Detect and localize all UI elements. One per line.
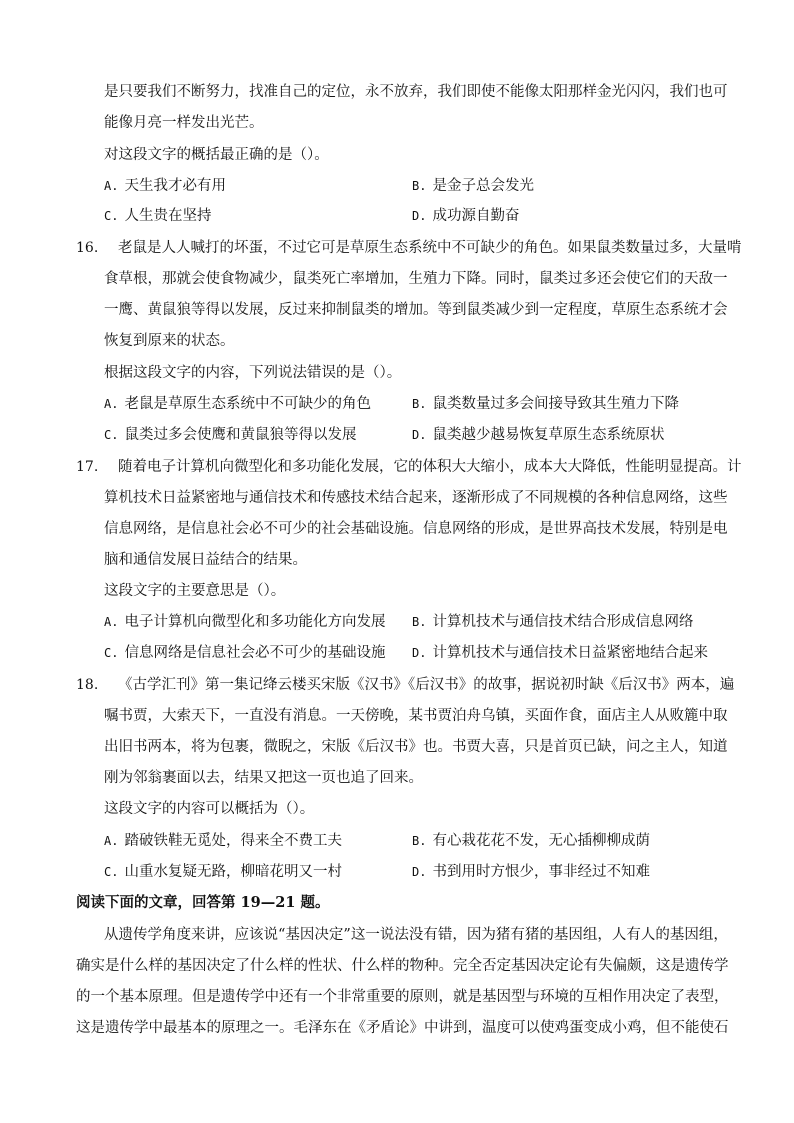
question-line: 出旧书两本，将为包裹，微睨之，宋版《后汉书》也。书贾大喜，只是首页已缺，问之主人，知道 [104, 739, 728, 755]
question-line: 《古学汇刊》第一集记绛云楼买宋版《汉书》《后汉书》的故事，据说初时缺《后汉书》两本，遍 [118, 677, 735, 693]
q18-option-b: B. 有心栽花花不发，无心插柳柳成荫 [412, 833, 650, 849]
intro-line-1: 是只要我们不断努力，找准自己的定位，永不放弃，我们即使不能像太阳那样金光闪闪，我们也可 [104, 84, 728, 100]
q16-option-a: A. 老鼠是草原生态系统中不可缺少的角色 [104, 396, 371, 412]
q16-option-c: C. 鼠类过多会使鹰和黄鼠狼等得以发展 [104, 427, 357, 443]
question-line: 一鹰、黄鼠狼等得以发展，反过来抑制鼠类的增加。等到鼠类减少到一定程度，草原生态系统才会 [104, 302, 728, 318]
q17-option-d: D. 计算机技术与通信技术日益紧密地结合起来 [412, 645, 708, 661]
question-line: 信息网络，是信息社会必不可少的社会基础设施。信息网络的形成，是世界高技术发展，特别是电 [104, 521, 728, 537]
q16-option-d: D. 鼠类越少越易恢复草原生态系统原状 [412, 427, 665, 443]
question-line: 老鼠是人人喊打的坏蛋，不过它可是草原生态系统中不可缺少的角色。如果鼠类数量过多，大量啃 [118, 240, 742, 256]
intro-option-a: A. 天生我才必有用 [104, 178, 226, 194]
question-line: 脑和通信发展日益结合的结果。 [104, 552, 307, 568]
q18-option-a: A. 踏破铁鞋无觅处，得来全不费工夫 [104, 833, 342, 849]
question-prompt: 这段文字的主要意思是（）。 [104, 583, 286, 599]
question-line: 算机技术日益紧密地与通信技术和传感技术结合起来，逐渐形成了不同规模的各种信息网络，这些 [104, 490, 728, 506]
intro-prompt: 对这段文字的概括最正确的是（）。 [104, 147, 329, 163]
question-prompt: 这段文字的内容可以概括为（）。 [104, 801, 315, 817]
question-line: 随着电子计算机向微型化和多功能化发展，它的体积大大缩小，成本大大降低，性能明显提高。计 [118, 459, 742, 475]
question-number: 18. [76, 677, 99, 693]
passage-line: 这是遗传学中最基本的原理之一。毛泽东在《矛盾论》中讲到，温度可以使鸡蛋变成小鸡，但不能使石 [76, 1020, 729, 1036]
intro-option-c: C. 人生贵在坚持 [104, 208, 212, 224]
section-heading: 阅读下面的文章，回答第 19—21 题。 [76, 894, 330, 911]
passage-line: 的一个基本原理。但是遗传学中还有一个非常重要的原则，就是基因型与环境的互相作用决定了表型， [76, 989, 729, 1005]
intro-line-2: 能像月亮一样发出光芒。 [104, 115, 264, 131]
question-number: 16. [76, 240, 99, 256]
intro-option-b: B. 是金子总会发光 [412, 178, 534, 194]
passage-line: 从遗传学角度来讲，应该说“基因决定”这一说法没有错，因为猪有猪的基因组，人有人的基因组， [104, 927, 728, 943]
question-line: 刚为邻翁裹面以去，结果又把这一页也追了回来。 [104, 770, 423, 786]
q17-option-b: B. 计算机技术与通信技术结合形成信息网络 [412, 614, 694, 630]
question-line: 恢复到原来的状态。 [104, 333, 235, 349]
passage-line: 确实是什么样的基因决定了什么样的性状、什么样的物种。完全否定基因决定论有失偏颇，这是遗传学 [76, 958, 729, 974]
question-prompt: 根据这段文字的内容，下列说法错误的是（）。 [104, 365, 402, 381]
q18-option-c: C. 山重水复疑无路，柳暗花明又一村 [104, 864, 342, 880]
q17-option-c: C. 信息网络是信息社会必不可少的基础设施 [104, 645, 386, 661]
question-number: 17. [76, 459, 99, 475]
q17-option-a: A. 电子计算机向微型化和多功能化方向发展 [104, 614, 386, 630]
intro-option-d: D. 成功源自勤奋 [412, 208, 520, 224]
question-line: 食草根，那就会使食物减少，鼠类死亡率增加，生殖力下降。同时，鼠类过多还会使它们的天敌一 [104, 271, 728, 287]
q16-option-b: B. 鼠类数量过多会间接导致其生殖力下降 [412, 396, 679, 412]
q18-option-d: D. 书到用时方恨少，事非经过不知难 [412, 864, 650, 880]
question-line: 嘱书贾，大索天下，一直没有消息。一天傍晚，某书贾泊舟乌镇，买面作食，面店主人从败簏中取 [104, 708, 728, 724]
